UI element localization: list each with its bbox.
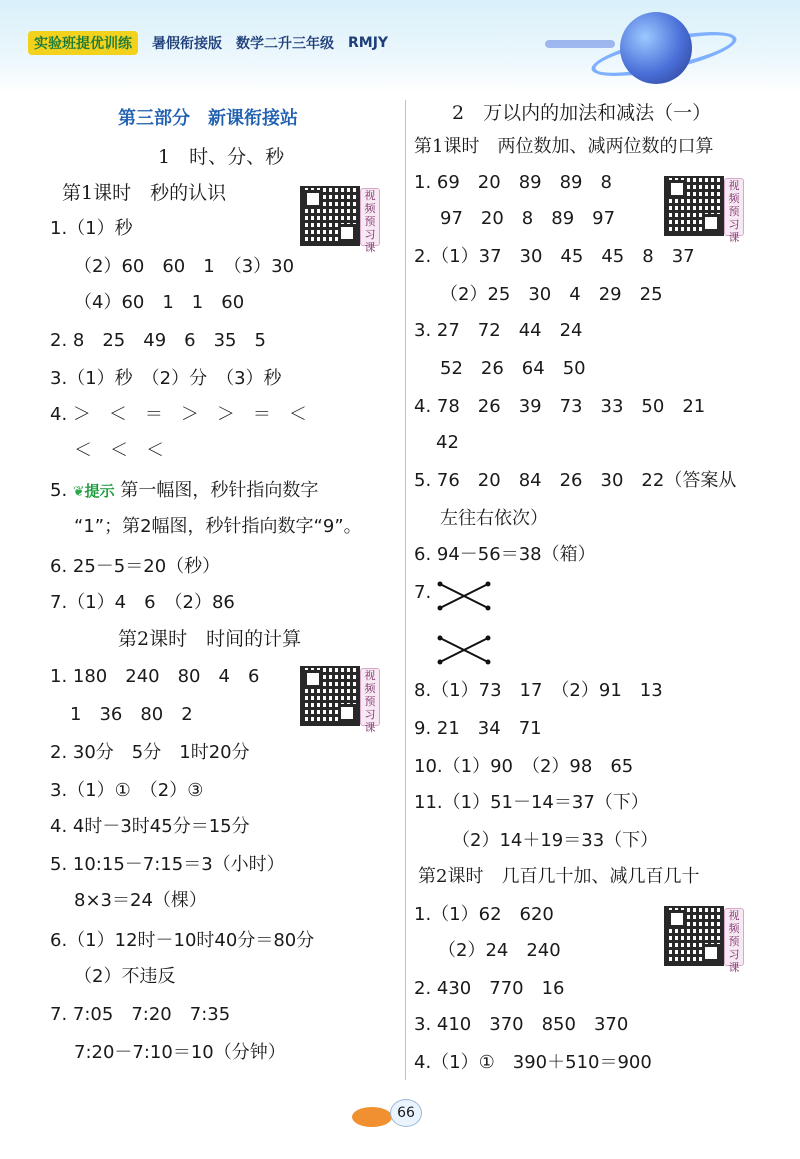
answer-line: 97 20 8 89 97: [440, 208, 616, 229]
answer-line: （2）60 60 1 （3）30: [74, 256, 295, 277]
answer-line-q5: [50, 480, 318, 503]
answer-line: 5. 10:15－7:15＝3（小时）: [50, 854, 285, 875]
answer-line: 1 36 80 2: [70, 704, 193, 725]
qr-code[interactable]: [300, 186, 380, 254]
unit-title-right: 2 万以内的加法和减法（一）: [452, 102, 712, 124]
qr-code-icon: [300, 666, 360, 726]
page-number: 66: [390, 1099, 422, 1127]
answer-line: 3.（1）① （2）③: [50, 780, 204, 801]
answer-line: 52 26 64 50: [440, 358, 586, 379]
answer-line: 4. 78 26 39 73 33 50 21: [414, 396, 706, 417]
answer-line: 7. 7:05 7:20 7:35: [50, 1004, 231, 1025]
leaf-icon: ❦: [72, 484, 85, 500]
edition-name: 暑假衔接版: [152, 36, 222, 52]
qr-code[interactable]: [664, 176, 744, 244]
answer-line: 7.（1）4 6 （2）86: [50, 592, 235, 613]
answer-line: 8.（1）73 17 （2）91 13: [414, 680, 663, 701]
answer-line: 1. 180 240 80 4 6: [50, 666, 260, 687]
answer-line: 2. 30分 5分 1时20分: [50, 742, 250, 763]
hint-label: 提示: [84, 482, 115, 500]
qr-code-icon: [664, 176, 724, 236]
answer-line: 1.（1）62 620: [414, 904, 554, 925]
qr-label: 视频预习课: [360, 188, 380, 246]
answer-line: 4.（1）① 390＋510＝900: [414, 1052, 652, 1073]
series-name: 实验班提优训练: [28, 31, 138, 55]
answer-line: （2）24 240: [438, 940, 561, 961]
answer-line: 3. 410 370 850 370: [414, 1014, 629, 1035]
version-code: RMJY: [348, 35, 389, 51]
answer-line: 4. ＞ ＜ ＝ ＞ ＞ ＝ ＜: [50, 404, 307, 425]
answer-line: 7:20－7:10＝10（分钟）: [74, 1042, 286, 1063]
lesson-title: 第1课时 两位数加、减两位数的口算: [414, 136, 714, 157]
decor-trail: [545, 40, 615, 48]
answer-line: 2. 8 25 49 6 35 5: [50, 330, 266, 351]
lesson-title: 第1课时 秒的认识: [62, 182, 227, 204]
answer-line: 9. 21 34 71: [414, 718, 542, 739]
answer-line: 4. 4时－3时45分＝15分: [50, 816, 250, 837]
qr-label: 视频预习课: [724, 908, 744, 966]
answer-line: 42: [436, 432, 459, 453]
qr-label: 视频预习课: [360, 668, 380, 726]
qr-code-icon: [664, 906, 724, 966]
answer-line: 8×3＝24（棵）: [74, 890, 207, 911]
answer-line: 1. 69 20 89 89 8: [414, 172, 612, 193]
answer-line: ＜ ＜ ＜: [74, 440, 164, 461]
answer-line: （2）25 30 4 29 25: [440, 284, 663, 305]
answer-line: 11.（1）51－14＝37（下）: [414, 792, 649, 813]
header-brand: [28, 32, 402, 54]
answer-line: 6.（1）12时－10时40分＝80分: [50, 930, 315, 951]
answer-line: （2）不违反: [74, 966, 176, 987]
answer-line: 7.: [414, 582, 432, 603]
qr-code[interactable]: [664, 906, 744, 974]
cross-bottom: [438, 636, 491, 665]
subject-name: 数学二升三年级: [236, 36, 334, 52]
answer-line: 3.（1）秒 （2）分 （3）秒: [50, 368, 282, 389]
answer-line: 2.（1）37 30 45 45 8 37: [414, 246, 695, 267]
page-badge: [352, 1095, 432, 1131]
matching-cross-diagram: [432, 578, 502, 670]
qr-label: 视频预习课: [724, 178, 744, 236]
qr-code-icon: [300, 186, 360, 246]
cross-top: [438, 582, 491, 611]
answer-line: 6. 25－5＝20（秒）: [50, 556, 221, 577]
answer-line: 1.（1）秒: [50, 218, 133, 239]
answer-line: （4）60 1 1 60: [74, 292, 245, 313]
answer-line: 左往右依次）: [440, 508, 548, 529]
answer-line: 6. 94－56＝38（箱）: [414, 544, 596, 565]
answer-line: （2）14＋19＝33（下）: [452, 830, 659, 851]
question-number: 5.: [50, 480, 68, 501]
qr-code[interactable]: [300, 666, 380, 734]
column-divider: [405, 100, 406, 1080]
lesson-title: 第2课时 几百几十加、减几百几十: [418, 866, 700, 887]
answer-line: 5. 76 20 84 26 30 22（答案从: [414, 470, 737, 491]
hint-text: 第一幅图，秒针指向数字: [120, 480, 319, 501]
answer-line: 10.（1）90 （2）98 65: [414, 756, 634, 777]
planet-decor: [620, 12, 692, 84]
answer-line: 3. 27 72 44 24: [414, 320, 583, 341]
answer-line: 2. 430 770 16: [414, 978, 565, 999]
fish-icon: [352, 1107, 392, 1127]
unit-title-left: 1 时、分、秒: [158, 146, 285, 168]
lesson-title: 第2课时 时间的计算: [118, 628, 302, 650]
part-title: 第三部分 新课衔接站: [118, 108, 298, 129]
answer-line: “1”；第2幅图，秒针指向数字“9”。: [74, 516, 362, 537]
